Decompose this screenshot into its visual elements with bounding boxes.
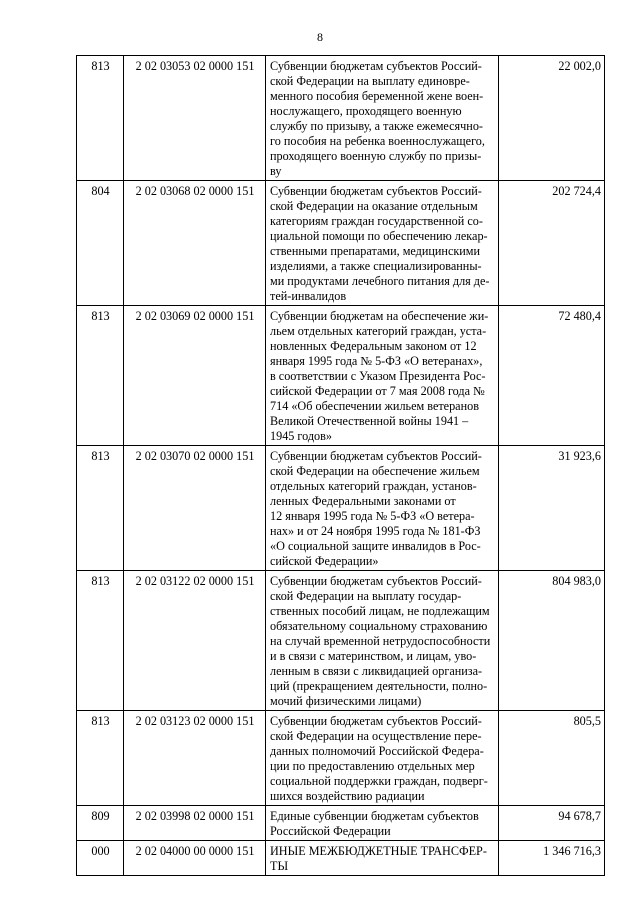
table-row (77, 56, 605, 181)
amount-cell: 804 983,0 (499, 571, 605, 711)
table-row (77, 571, 605, 711)
revenue-name-cell: Субвенции бюджетам субъектов Россий- ской Федерации на выплату единовре- менного пособия беременной жене воен- нослужащего, проходящего военную службу по призыву, а также ежемесячно- го пособия на ребенка военнослужащего, проходящего военную службу по призы- ву (266, 56, 499, 181)
amount-cell: 94 678,7 (499, 806, 605, 841)
table-row (77, 446, 605, 571)
table-row (77, 806, 605, 841)
admin-code-cell: 813 (77, 571, 124, 711)
budget-classification-code-cell: 2 02 03069 02 0000 151 (124, 306, 266, 446)
budget-classification-code-cell: 2 02 03053 02 0000 151 (124, 56, 266, 181)
table-row (77, 841, 605, 876)
admin-code-cell: 000 (77, 841, 124, 876)
budget-classification-code-cell: 2 02 04000 00 0000 151 (124, 841, 266, 876)
budget-classification-code-cell: 2 02 03123 02 0000 151 (124, 711, 266, 806)
budget-classification-code-cell: 2 02 03068 02 0000 151 (124, 181, 266, 306)
table-row (77, 306, 605, 446)
page-number: 8 (317, 30, 323, 44)
table-row (77, 181, 605, 306)
admin-code-cell: 813 (77, 56, 124, 181)
admin-code-cell: 809 (77, 806, 124, 841)
revenue-name-cell: Субвенции бюджетам на обеспечение жи- льем отдельных категорий граждан, уста- новленных Федеральным законом от 12 января 1995 года № 5-ФЗ «О ветеранах», в соответствии с Указом Президента Рос- сийской Федерации от 7 мая 2008 года № 714 «Об обеспечении жильем ветеранов Великой Отечественной войны 1941 – 1945 годов» (266, 306, 499, 446)
budget-classification-code-cell: 2 02 03998 02 0000 151 (124, 806, 266, 841)
revenue-name-cell: Единые субвенции бюджетам субъектов Российской Федерации (266, 806, 499, 841)
amount-cell: 72 480,4 (499, 306, 605, 446)
table-row (77, 711, 605, 806)
amount-cell: 202 724,4 (499, 181, 605, 306)
budget-classification-code-cell: 2 02 03070 02 0000 151 (124, 446, 266, 571)
admin-code-cell: 804 (77, 181, 124, 306)
revenue-name-cell: ИНЫЕ МЕЖБЮДЖЕТНЫЕ ТРАНСФЕР- ТЫ (266, 841, 499, 876)
amount-cell: 31 923,6 (499, 446, 605, 571)
amount-cell: 22 002,0 (499, 56, 605, 181)
amount-cell: 1 346 716,3 (499, 841, 605, 876)
budget-classification-code-cell: 2 02 03122 02 0000 151 (124, 571, 266, 711)
revenue-name-cell: Субвенции бюджетам субъектов Россий- ской Федерации на обеспечение жильем отдельных категорий граждан, установ- ленных Федеральными законами от 12 января 1995 года № 5-ФЗ «О ветера- нах» и от 24 ноября 1995 года № 181-ФЗ «О социальной защите инвалидов в Рос- сийской Федерации» (266, 446, 499, 571)
amount-cell: 805,5 (499, 711, 605, 806)
budget-table (76, 55, 605, 876)
revenue-name-cell: Субвенции бюджетам субъектов Россий- ской Федерации на выплату государ- ственных пособий лицам, не подлежащим обязательному социальному страхованию на случай временной нетрудоспособности и в связи с материнством, и лицам, уво- ленным в связи с ликвидацией организа- ций (прекращением деятельности, полно- мочий физическими лицами) (266, 571, 499, 711)
admin-code-cell: 813 (77, 306, 124, 446)
admin-code-cell: 813 (77, 446, 124, 571)
admin-code-cell: 813 (77, 711, 124, 806)
revenue-name-cell: Субвенции бюджетам субъектов Россий- ской Федерации на осуществление пере- данных полномочий Российской Федера- ции по предоставлению отдельных мер социальной поддержки граждан, подверг- шихся воздействию радиации (266, 711, 499, 806)
revenue-name-cell: Субвенции бюджетам субъектов Россий- ской Федерации на оказание отдельным категориям граждан государственной со- циальной помощи по обеспечению лекар- ственными препаратами, медицинскими изделиями, а также специализированны- ми продуктами лечебного питания для де- тей-инвалидов (266, 181, 499, 306)
